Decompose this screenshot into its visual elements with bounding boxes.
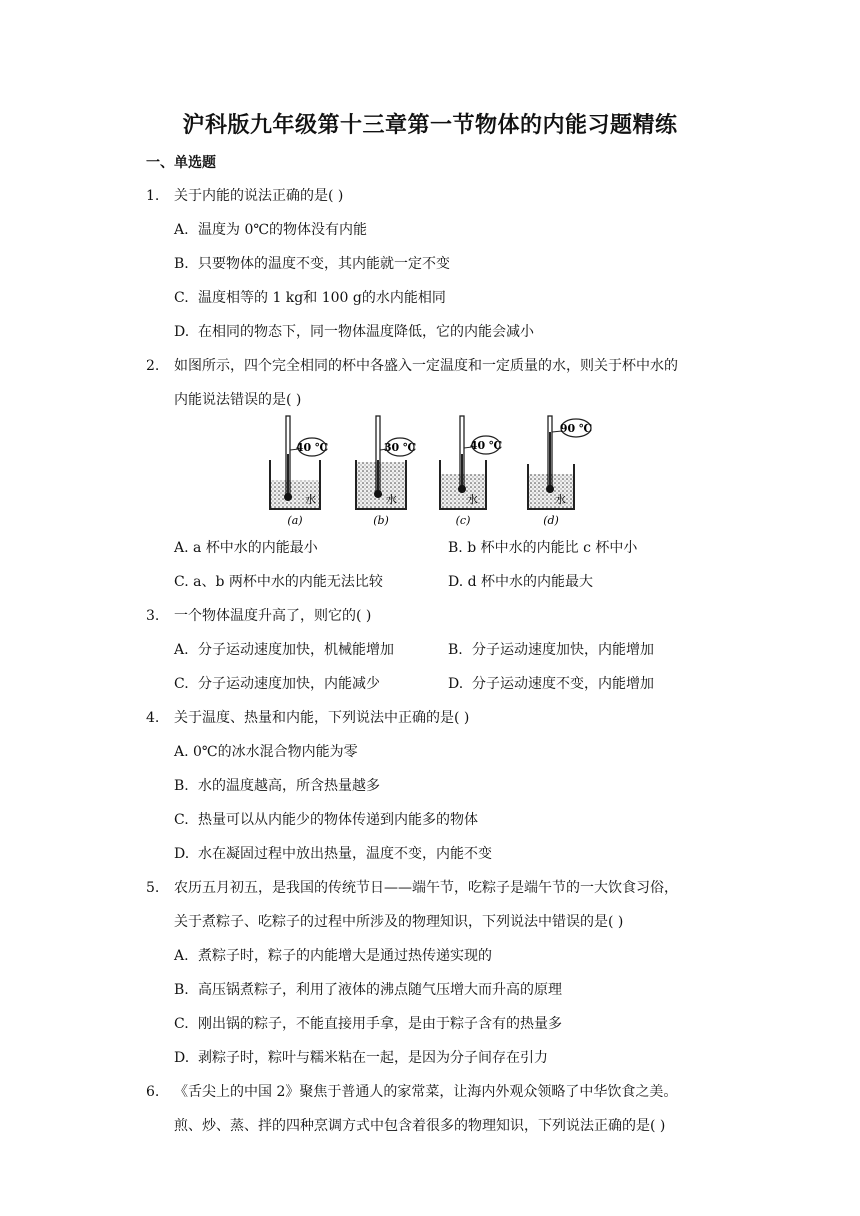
- option-label: A.: [174, 642, 189, 658]
- temperature-label: 90 ℃: [559, 422, 593, 435]
- option-label: D.: [448, 574, 464, 590]
- beaker-b: [356, 416, 416, 527]
- question-text: 一个物体温度升高了，则它的( ): [174, 608, 372, 624]
- option-text: d 杯中水的内能最大: [467, 574, 594, 590]
- figure-caption: (a): [287, 514, 303, 527]
- option-c: [174, 572, 383, 592]
- option-a: [174, 538, 318, 558]
- water-label: 水: [386, 493, 397, 506]
- section-heading: 一、单选题: [146, 155, 216, 171]
- option-label: D.: [174, 324, 190, 340]
- option-label: C.: [174, 290, 189, 306]
- option-label: C.: [174, 812, 189, 828]
- water-label: 水: [467, 493, 478, 506]
- option-b: [448, 538, 637, 558]
- question-number: 3.: [146, 608, 160, 624]
- page-title: 沪科版九年级第十三章第一节物体的内能习题精练: [182, 112, 678, 138]
- option-text: 在相同的物态下，同一物体温度降低，它的内能会减小: [198, 324, 534, 340]
- option-text: 水的温度越高，所含热量越多: [198, 778, 380, 794]
- option-label: A.: [174, 744, 189, 760]
- water-label: 水: [555, 493, 566, 506]
- option-d: [448, 572, 593, 592]
- option-a: [174, 640, 394, 660]
- question-number: 2.: [146, 358, 160, 374]
- question-text: 煎、炒、蒸、拌的四种烹调方式中包含着很多的物理知识，下列说法正确的是( ): [174, 1118, 666, 1134]
- option-text: 热量可以从内能少的物体传递到内能多的物体: [198, 812, 478, 828]
- option-label: A.: [174, 948, 189, 964]
- temperature-label: 30 ℃: [383, 441, 417, 454]
- option-text: 水在凝固过程中放出热量，温度不变，内能不变: [198, 846, 492, 862]
- option-text: 温度相等的 1 kg和 100 g的水内能相同: [198, 290, 446, 306]
- option-text: 刚出锅的粽子，不能直接用手拿，是由于粽子含有的热量多: [198, 1016, 562, 1032]
- beaker-c: [440, 416, 502, 527]
- option-text: 0℃的冰水混合物内能为零: [193, 744, 358, 760]
- option-label: D.: [174, 846, 190, 862]
- option-c: [174, 1014, 562, 1034]
- option-d: [448, 674, 654, 694]
- question-text: 关于煮粽子、吃粽子的过程中所涉及的物理知识，下列说法中错误的是( ): [174, 914, 624, 930]
- option-d: [174, 844, 492, 864]
- beaker-d: [528, 416, 592, 527]
- temperature-label: 40 ℃: [469, 439, 503, 452]
- option-c: [174, 288, 446, 308]
- option-label: D.: [174, 1050, 190, 1066]
- question-number: 6.: [146, 1084, 160, 1100]
- option-label: B.: [448, 540, 463, 556]
- option-label: C.: [174, 574, 189, 590]
- option-a: [174, 220, 367, 240]
- question-text: 农历五月初五，是我国的传统节日——端午节，吃粽子是端午节的一大饮食习俗，: [174, 880, 678, 896]
- option-d: [174, 322, 534, 342]
- option-label: A.: [174, 222, 189, 238]
- beaker-a: [270, 416, 328, 527]
- water-fill: [357, 462, 405, 508]
- figure-caption: (b): [373, 514, 389, 527]
- option-text: 高压锅煮粽子，利用了液体的沸点随气压增大而升高的原理: [198, 982, 562, 998]
- option-label: C.: [174, 1016, 189, 1032]
- option-label: B.: [174, 256, 189, 272]
- question-text: 关于内能的说法正确的是( ): [174, 188, 344, 204]
- temperature-label: 40 ℃: [295, 441, 329, 454]
- option-a: [174, 742, 358, 762]
- option-b: [174, 980, 562, 1000]
- option-b: [448, 640, 654, 660]
- water-label: 水: [305, 493, 316, 506]
- option-text: 只要物体的温度不变，其内能就一定不变: [198, 256, 450, 272]
- option-text: 温度为 0℃的物体没有内能: [198, 222, 368, 238]
- figure-caption: (d): [543, 514, 559, 527]
- option-label: B.: [448, 642, 463, 658]
- question-number: 1.: [146, 188, 160, 204]
- question-text: 内能说法错误的是( ): [174, 392, 302, 408]
- option-label: C.: [174, 676, 189, 692]
- option-text: a、b 两杯中水的内能无法比较: [193, 574, 383, 590]
- question-text: 如图所示，四个完全相同的杯中各盛入一定温度和一定质量的水，则关于杯中水的: [174, 358, 678, 374]
- option-text: 分子运动速度加快，机械能增加: [198, 642, 394, 658]
- question-text: 《舌尖上的中国 2》聚焦于普通人的家常菜，让海内外观众领略了中华饮食之美。: [174, 1084, 678, 1100]
- option-c: [174, 674, 380, 694]
- question-text: 关于温度、热量和内能，下列说法中正确的是( ): [174, 710, 470, 726]
- beakers-thermometers-figure: [262, 414, 602, 530]
- option-text: b 杯中水的内能比 c 杯中小: [467, 540, 638, 556]
- option-b: [174, 254, 450, 274]
- option-label: D.: [448, 676, 464, 692]
- option-label: B.: [174, 982, 189, 998]
- option-label: A.: [174, 540, 189, 556]
- option-text: a 杯中水的内能最小: [193, 540, 318, 556]
- option-text: 剥粽子时，粽叶与糯米粘在一起，是因为分子间存在引力: [198, 1050, 548, 1066]
- option-text: 分子运动速度加快，内能增加: [472, 642, 654, 658]
- option-d: [174, 1048, 548, 1068]
- option-text: 煮粽子时，粽子的内能增大是通过热传递实现的: [198, 948, 492, 964]
- figure-caption: (c): [455, 514, 471, 527]
- option-label: B.: [174, 778, 189, 794]
- option-text: 分子运动速度加快，内能减少: [198, 676, 380, 692]
- option-a: [174, 946, 492, 966]
- option-text: 分子运动速度不变，内能增加: [472, 676, 654, 692]
- option-c: [174, 810, 478, 830]
- question-number: 5.: [146, 880, 160, 896]
- option-b: [174, 776, 380, 796]
- question-number: 4.: [146, 710, 160, 726]
